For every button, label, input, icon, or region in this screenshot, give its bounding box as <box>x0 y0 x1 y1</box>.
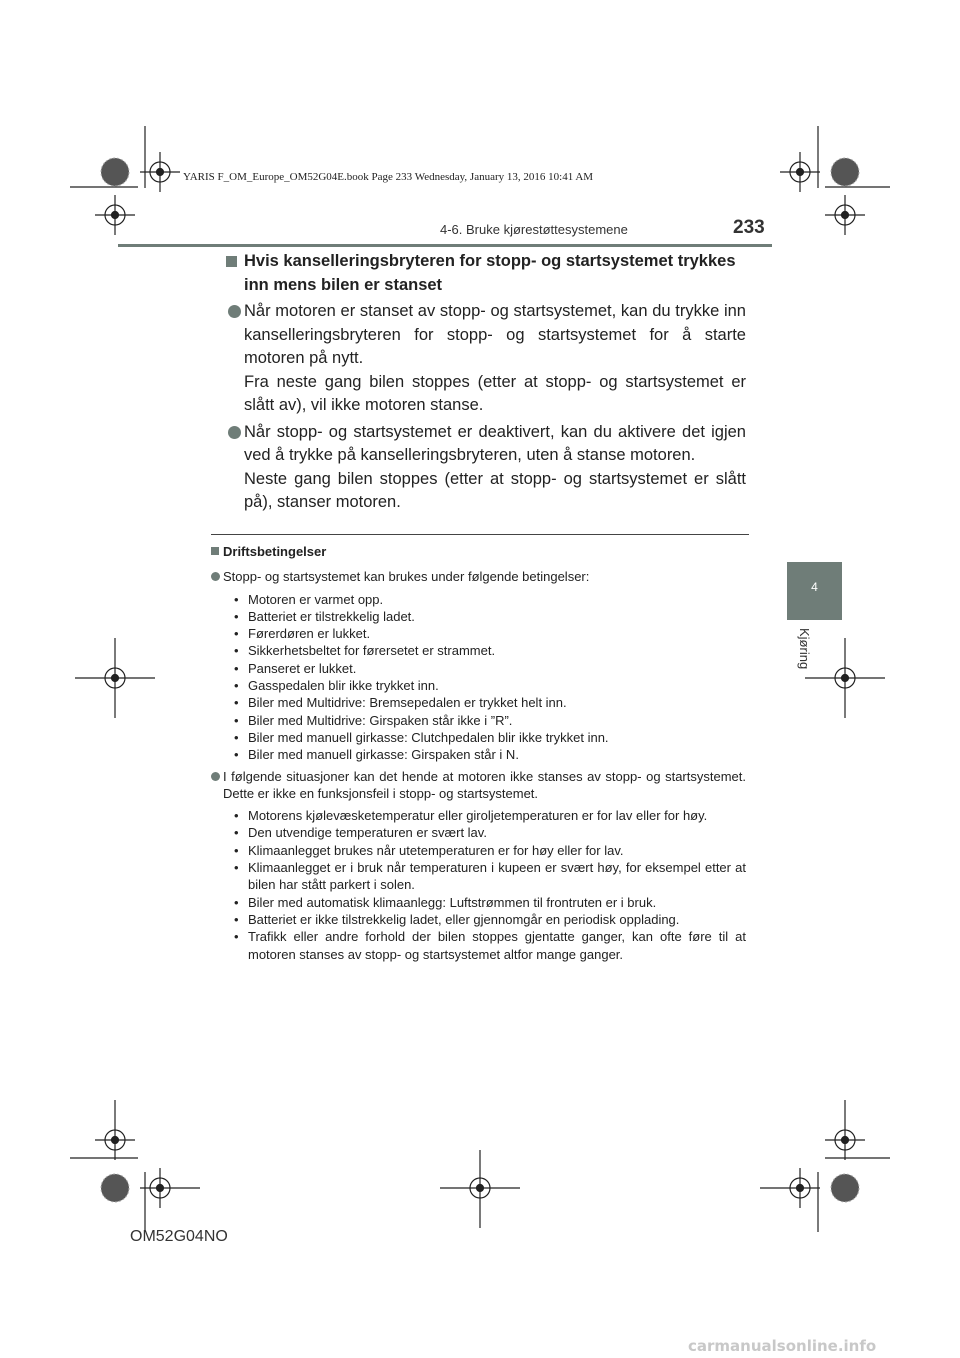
notes-heading-text: Driftsbetingelser <box>223 544 327 559</box>
sunburst-mark-icon <box>101 1174 129 1202</box>
crosshair-icon <box>760 1168 820 1208</box>
list-item: • Biler med automatisk klimaanlegg: Luftstrømmen til frontruten er i bruk. <box>234 894 746 911</box>
round-bullet-icon <box>228 305 241 318</box>
conditions-list <box>211 591 746 764</box>
page-number: 233 <box>733 217 765 238</box>
list-item: • Panseret er lukket. <box>234 660 746 677</box>
watermark: carmanualsonline.info <box>688 1337 877 1355</box>
list-item: • Batteriet er tilstrekkelig ladet. <box>234 608 746 625</box>
notes-heading <box>211 543 746 560</box>
list-item: • Klimaanlegget er i bruk når temperaturen i kupeen er svært høy, for eksempel etter at bilen har stått parkert i solen. <box>234 859 746 894</box>
square-bullet-icon <box>211 547 219 555</box>
list-item: • Den utvendige temperaturen er svært lav. <box>234 824 746 841</box>
notes-section <box>211 543 746 967</box>
chapter-tab: 4 <box>787 562 842 620</box>
main-heading-text: Hvis kanselleringsbryteren for stopp- og startsystemet trykkes inn mens bilen er stanset <box>244 252 736 294</box>
file-info: YARIS F_OM_Europe_OM52G04E.book Page 233 Wednesday, January 13, 2016 10:41 AM <box>183 171 594 183</box>
list-item: • Klimaanlegget brukes når utetemperaturen er for høy eller for lav. <box>234 842 746 859</box>
list-item: • Gasspedalen blir ikke trykket inn. <box>234 677 746 694</box>
notes-bullet <box>211 768 746 803</box>
bullet-paragraph: Fra neste gang bilen stoppes (etter at stopp- og startsystemet er slått av), vil ikke motoren stanse. <box>244 372 746 414</box>
round-bullet-icon <box>211 772 220 781</box>
crosshair-icon <box>780 152 820 192</box>
round-bullet-icon <box>211 572 220 581</box>
crosshair-icon <box>75 638 155 718</box>
list-item: • Batteriet er ikke tilstrekkelig ladet, eller gjennomgår en periodisk opplading. <box>234 911 746 928</box>
list-item: • Trafikk eller andre forhold der bilen stoppes gjentatte ganger, kan ofte føre til at motoren stanses av stopp- og startsystemet altfor mange ganger. <box>234 928 746 963</box>
crosshair-icon <box>440 1150 520 1228</box>
list-item: • Biler med Multidrive: Girspaken står ikke i ”R”. <box>234 712 746 729</box>
situations-list <box>211 807 746 963</box>
crosshair-icon <box>95 195 135 235</box>
crosshair-icon <box>140 152 180 192</box>
chapter-label: Kjøring <box>797 628 812 670</box>
section-divider <box>211 534 749 535</box>
sunburst-mark-icon <box>101 158 129 186</box>
main-section <box>226 250 746 515</box>
square-bullet-icon <box>226 256 237 267</box>
sunburst-mark-icon <box>831 1174 859 1202</box>
list-item: • Motorens kjølevæsketemperatur eller giroljetemperaturen er for lav eller for høy. <box>234 807 746 824</box>
crosshair-icon <box>95 1100 135 1160</box>
document-code: OM52G04NO <box>130 1228 228 1245</box>
main-bullet <box>226 421 746 515</box>
bullet-paragraph: Når stopp- og startsystemet er deaktivert, kan du aktivere det igjen ved å trykke på kanselleringsbryteren, uten å stanse motoren. <box>244 422 746 464</box>
bullet-paragraph: Neste gang bilen stoppes (etter at stopp- og startsystemet er slått på), stanser motoren. <box>244 469 746 511</box>
crosshair-icon <box>805 638 885 718</box>
section-title: 4-6. Bruke kjørestøttesystemene <box>440 222 628 237</box>
notes-bullet-text: I følgende situasjoner kan det hende at motoren ikke stanses av stopp- og startsystemet. Dette er ikke en funksjonsfeil i stopp- og startsystemet. <box>223 768 746 801</box>
list-item: • Sikkerhetsbeltet for førersetet er strammet. <box>234 642 746 659</box>
notes-bullet-text: Stopp- og startsystemet kan brukes under følgende betingelser: <box>223 569 590 585</box>
list-item: • Biler med Multidrive: Bremsepedalen er trykket helt inn. <box>234 694 746 711</box>
bullet-paragraph: Når motoren er stanset av stopp- og startsystemet, kan du trykke inn kanselleringsbryteren for stopp- og startsystemet for å starte motoren på nytt. <box>244 302 746 367</box>
notes-bullet <box>211 568 746 585</box>
list-item: • Biler med manuell girkasse: Girspaken står i N. <box>234 746 746 763</box>
main-heading <box>226 250 746 297</box>
crosshair-icon <box>825 195 865 235</box>
list-item: • Motoren er varmet opp. <box>234 591 746 608</box>
crosshair-icon <box>140 1168 200 1208</box>
list-item: • Førerdøren er lukket. <box>234 625 746 642</box>
crosshair-icon <box>825 1100 865 1160</box>
sunburst-mark-icon <box>831 158 859 186</box>
header-rule <box>118 244 772 247</box>
main-bullet <box>226 300 746 418</box>
round-bullet-icon <box>228 426 241 439</box>
list-item: • Biler med manuell girkasse: Clutchpedalen blir ikke trykket inn. <box>234 729 746 746</box>
